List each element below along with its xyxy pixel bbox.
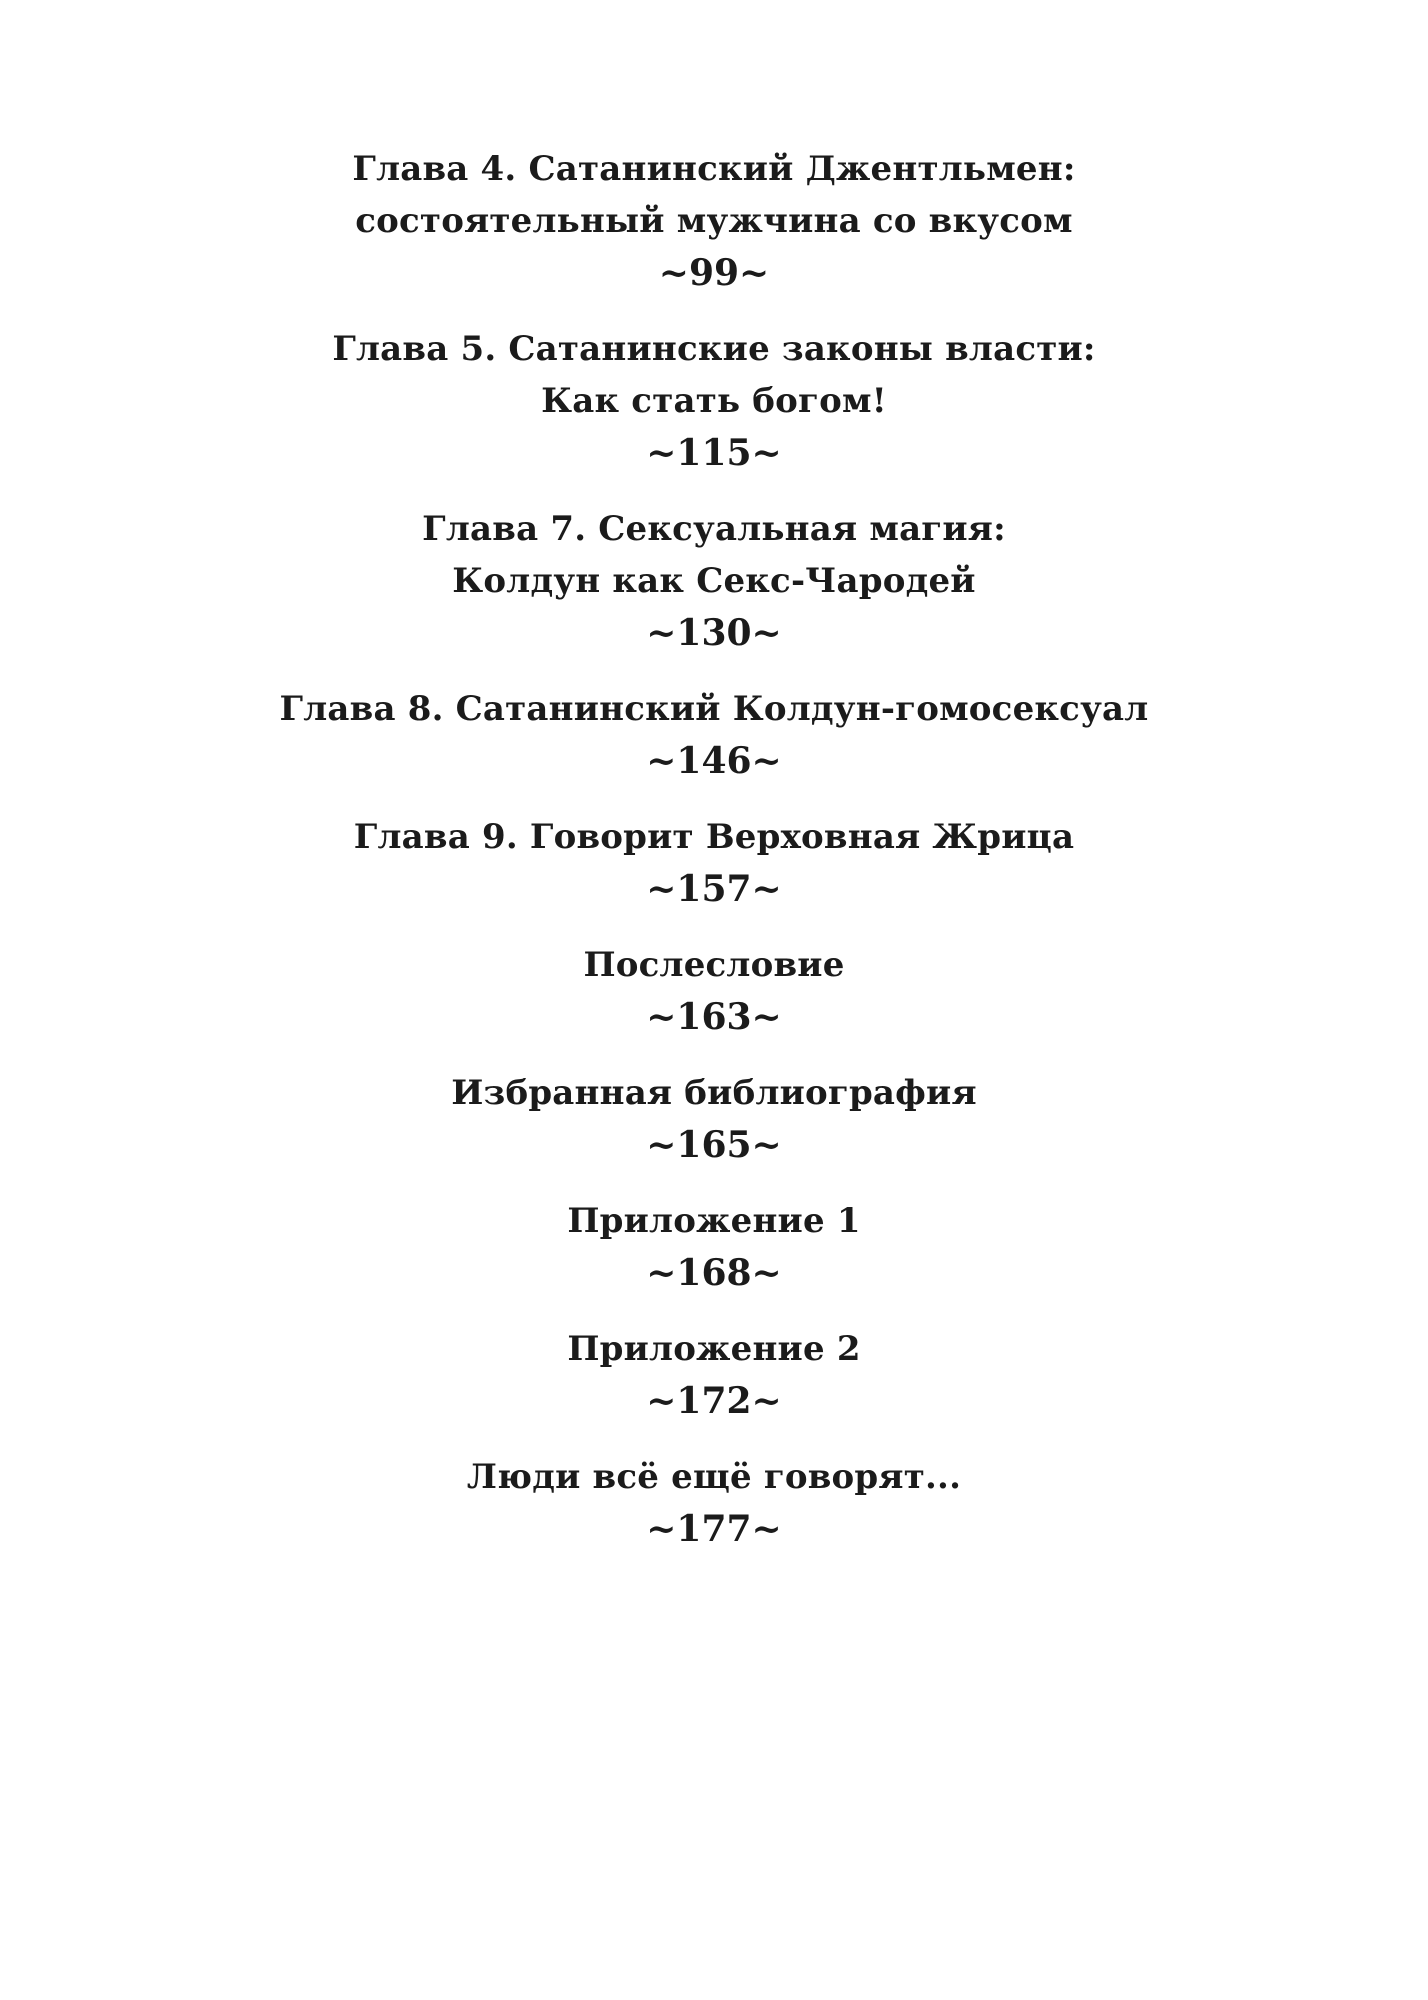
toc-entry-title-line: Глава 5. Сатанинские законы власти: [332,329,1096,369]
toc-entry-title-line: Колдун как Секс-Чародей [452,561,976,601]
toc-entry-title-line: Глава 4. Сатанинский Джентльмен: [352,149,1076,189]
toc-entry-chapter-8[interactable] [0,683,1428,787]
toc-page-number: ~99~ [658,252,770,294]
toc-page-number: ~168~ [646,1252,782,1294]
toc-page-number: ~115~ [646,432,782,474]
toc-page-number: ~165~ [646,1124,782,1166]
toc-entry-title-line: Люди всё ещё говорят... [466,1457,962,1497]
toc-entry-chapter-5[interactable] [0,323,1428,479]
toc-entry-chapter-9[interactable] [0,811,1428,915]
toc-entry-title-line: Как стать богом! [541,381,887,421]
toc-entry-chapter-7[interactable] [0,503,1428,659]
toc-entry-bibliography[interactable] [0,1067,1428,1171]
toc-entry-title-line: Глава 8. Сатанинский Колдун-гомосексуал [279,689,1149,729]
toc-entry-title-line: Приложение 2 [567,1329,861,1369]
toc-entry-title-line: Избранная библиография [451,1073,977,1113]
toc-entry-title-line: Глава 9. Говорит Верховная Жрица [353,817,1075,857]
toc-entry-title-line: Послесловие [583,945,845,985]
toc-page-number: ~172~ [646,1380,782,1422]
toc-entry-appendix-1[interactable] [0,1195,1428,1299]
toc-entry-title-line: Приложение 1 [567,1201,861,1241]
toc-page-number: ~177~ [646,1508,782,1550]
toc-entry-title-line: Глава 7. Сексуальная магия: [422,509,1006,549]
toc-entry-appendix-2[interactable] [0,1323,1428,1427]
toc-entry-people-still-talk[interactable] [0,1451,1428,1555]
toc-entry-afterword[interactable] [0,939,1428,1043]
toc-page-number: ~157~ [646,868,782,910]
toc-entry-chapter-4[interactable] [0,143,1428,299]
table-of-contents [0,143,1428,1555]
toc-page-number: ~163~ [646,996,782,1038]
toc-entry-title-line: состоятельный мужчина со вкусом [355,201,1073,241]
toc-page-number: ~130~ [646,612,782,654]
toc-page-number: ~146~ [646,740,782,782]
